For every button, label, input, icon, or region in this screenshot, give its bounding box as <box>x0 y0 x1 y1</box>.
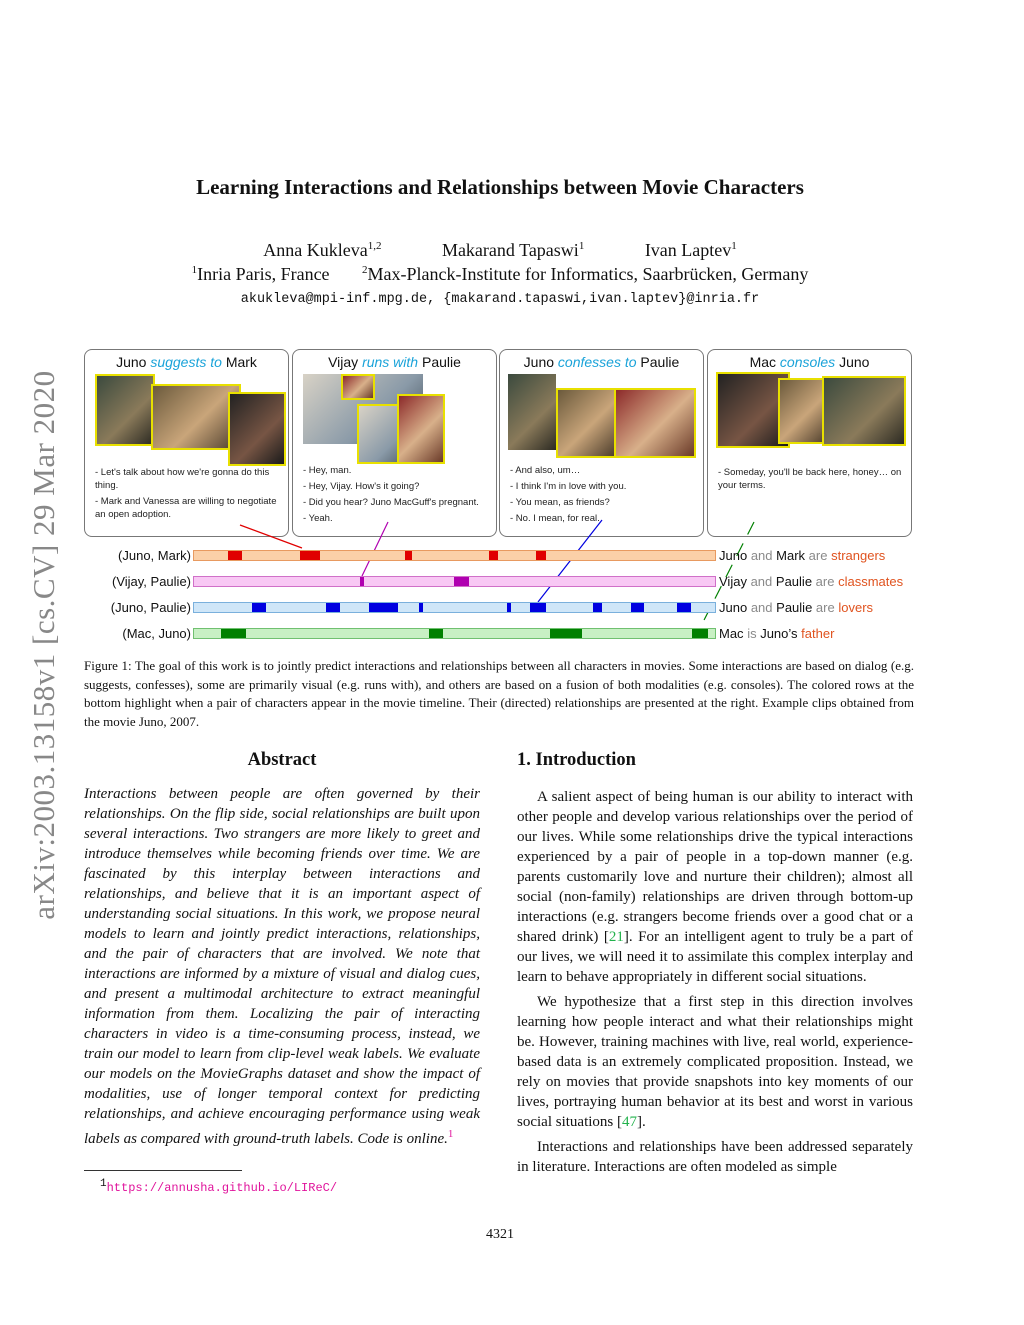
author: Makarand Tapaswi$^1$ <box>441 240 585 260</box>
appearance-segment <box>677 603 691 612</box>
footnote-marker[interactable]: 1 <box>447 1128 454 1140</box>
clip-title: Vijay runs with Paulie <box>328 354 461 370</box>
paragraph: We hypothesize that a first step in this direction involves learning how people interact and what their relationships might be. However, training machines with live, real world, experience-based data is an extremely complicated proposition. Instead, we rely on movies that provide snapshots into key moments of our lives, portraying human behavior at its best and worst in various social situations [47]. <box>517 994 913 1130</box>
abstract-heading: Abstract <box>247 750 317 770</box>
author: Ivan Laptev$^1$ <box>644 240 737 260</box>
relationship-label: Juno and Mark are strangers <box>719 548 886 563</box>
appearance-segment <box>489 551 498 560</box>
clip-title: Juno confesses to Paulie <box>523 354 680 370</box>
page-number: 4321 <box>486 1227 514 1242</box>
citation-link[interactable]: 47 <box>622 1114 637 1130</box>
appearance-segment <box>454 577 469 586</box>
timeline-row-label: (Juno, Paulie) <box>110 600 191 615</box>
clip-title: Mac consoles Juno <box>749 354 870 370</box>
appearance-segment <box>692 629 708 638</box>
appearance-segment <box>429 629 443 638</box>
citation-link[interactable]: 21 <box>608 929 624 945</box>
appearance-segment <box>228 551 242 560</box>
timeline-row-label: (Mac, Juno) <box>122 626 191 641</box>
figure-caption: Figure 1: The goal of this work is to jointly predict interactions and relationships between all characters in movies. Some interactions are based on dialog (e.g. suggests, confesses), some are primarily visual (e.g. runs with), and others are based on a fusion of both modalities (e.g. consoles). The colored rows at the bottom highlight when a pair of characters appear in the movie timeline. Their (directed) relationships are presented at the right. Example clips obtained from the movie Juno, 2007. <box>84 658 915 729</box>
appearance-segment <box>369 603 398 612</box>
dialog-text: - And also, um… - I think I'm in love with you. - You mean, as friends? - No. I mean, for real. <box>510 465 627 524</box>
connector-line <box>362 522 388 576</box>
appearance-segment <box>326 603 340 612</box>
paragraph: Interactions and relationships have been addressed separately in literature. Interactions are often modeled as simple <box>517 1139 913 1175</box>
appearance-segment <box>300 551 320 560</box>
appearance-segment <box>419 603 423 612</box>
appearance-segment <box>536 551 546 560</box>
affiliation: $^1$Inria Paris, France <box>191 264 330 284</box>
relationship-label: Mac is Juno’s father <box>719 626 835 641</box>
timeline-bar <box>193 576 716 587</box>
footnote: $^1$https://annusha.github.io/LIReC/ <box>100 1178 338 1195</box>
clip-title: Juno suggests to Mark <box>116 354 257 370</box>
footnote-divider <box>84 1170 242 1171</box>
appearance-segment <box>550 629 582 638</box>
dialog-text: - Let's talk about how we're gonna do this thing. - Mark and Vanessa are willing to negotiate an open adoption. <box>95 467 277 520</box>
appearance-segment <box>593 603 602 612</box>
author-emails: akukleva@mpi-inf.mpg.de, {makarand.tapaswi,ivan.laptev}@inria.fr <box>240 292 760 307</box>
timeline-bar <box>193 550 716 561</box>
appearance-segment <box>530 603 546 612</box>
introduction-heading: 1. Introduction <box>517 750 636 770</box>
author: Anna Kukleva$^{1,2}$ <box>263 240 382 260</box>
appearance-segment <box>360 577 364 586</box>
arxiv-stamp: arXiv:2003.13158v1 [cs.CV] 29 Mar 2020 <box>26 370 61 920</box>
introduction-text <box>517 787 913 1182</box>
affiliation: $^2$Max-Planck-Institute for Informatics, Saarbrücken, Germany <box>362 264 809 284</box>
appearance-segment <box>405 551 412 560</box>
relationship-label: Vijay and Paulie are classmates <box>719 574 904 589</box>
abstract-text: Interactions between people are often governed by their relationships. On the flip side, social relationships are built upon several interactions. Two strangers are more likely to greet and introduce themselves while becoming friends over time. We are fascinated by this interplay between interactions and relationships, and believe that it is an important aspect of understanding social situations. In this work, we propose neural models to learn and jointly predict interactions, relationships, and the pair of characters that are involved. We note that interactions are informed by a mixture of visual and dialog cues, and present a multimodal architecture to extract meaningful information from them. Localizing the pair of interacting characters in video is a time-consuming process, instead, we train our model to learn from clip-level weak labels. We evaluate our models on the MovieGraphs dataset and show the impact of modalities, use of longer temporal context for predicting relationships, and achieve encouraging performance using weak labels as compared with ground-truth labels. Code is online.$^1$ <box>84 786 480 1147</box>
timeline-row-label: (Juno, Mark) <box>118 548 191 563</box>
appearance-segment <box>631 603 644 612</box>
appearance-segment <box>507 603 511 612</box>
dialog-text: - Someday, you'll be back here, honey… on your terms. <box>718 467 902 491</box>
appearance-segment <box>221 629 246 638</box>
timeline-bar <box>193 602 716 613</box>
timeline-bar <box>193 628 716 639</box>
paragraph: A salient aspect of being human is our ability to interact with other people and develop various relationships over the period of our lives. While some relationships drive the typical interactions experienced by a pair of people in a top-down manner (e.g. parents customarily love and nurture their children); almost all social (non-family) relationships are driven through bottom-up interactions (e.g. strangers become friends over a good chat or a shared drink) [21]. For an intelligent agent to truly be a part of our lives, we will need it to assimilate this complex interplay and learn to behave appropriately in different social situations. <box>517 789 913 985</box>
paper-title: Learning Interactions and Relationships between Movie Characters <box>196 175 804 199</box>
connector-line <box>240 525 302 548</box>
appearance-segment <box>252 603 266 612</box>
dialog-text: - Hey, man. - Hey, Vijay. How's it going? - Did you hear? Juno MacGuff's pregnant. - Yeah. <box>303 465 479 524</box>
connector-line <box>538 520 602 602</box>
code-url-link[interactable]: https://annusha.github.io/LIReC/ <box>106 1181 338 1195</box>
timeline-row-label: (Vijay, Paulie) <box>112 574 191 589</box>
relationship-label: Juno and Paulie are lovers <box>719 600 874 615</box>
